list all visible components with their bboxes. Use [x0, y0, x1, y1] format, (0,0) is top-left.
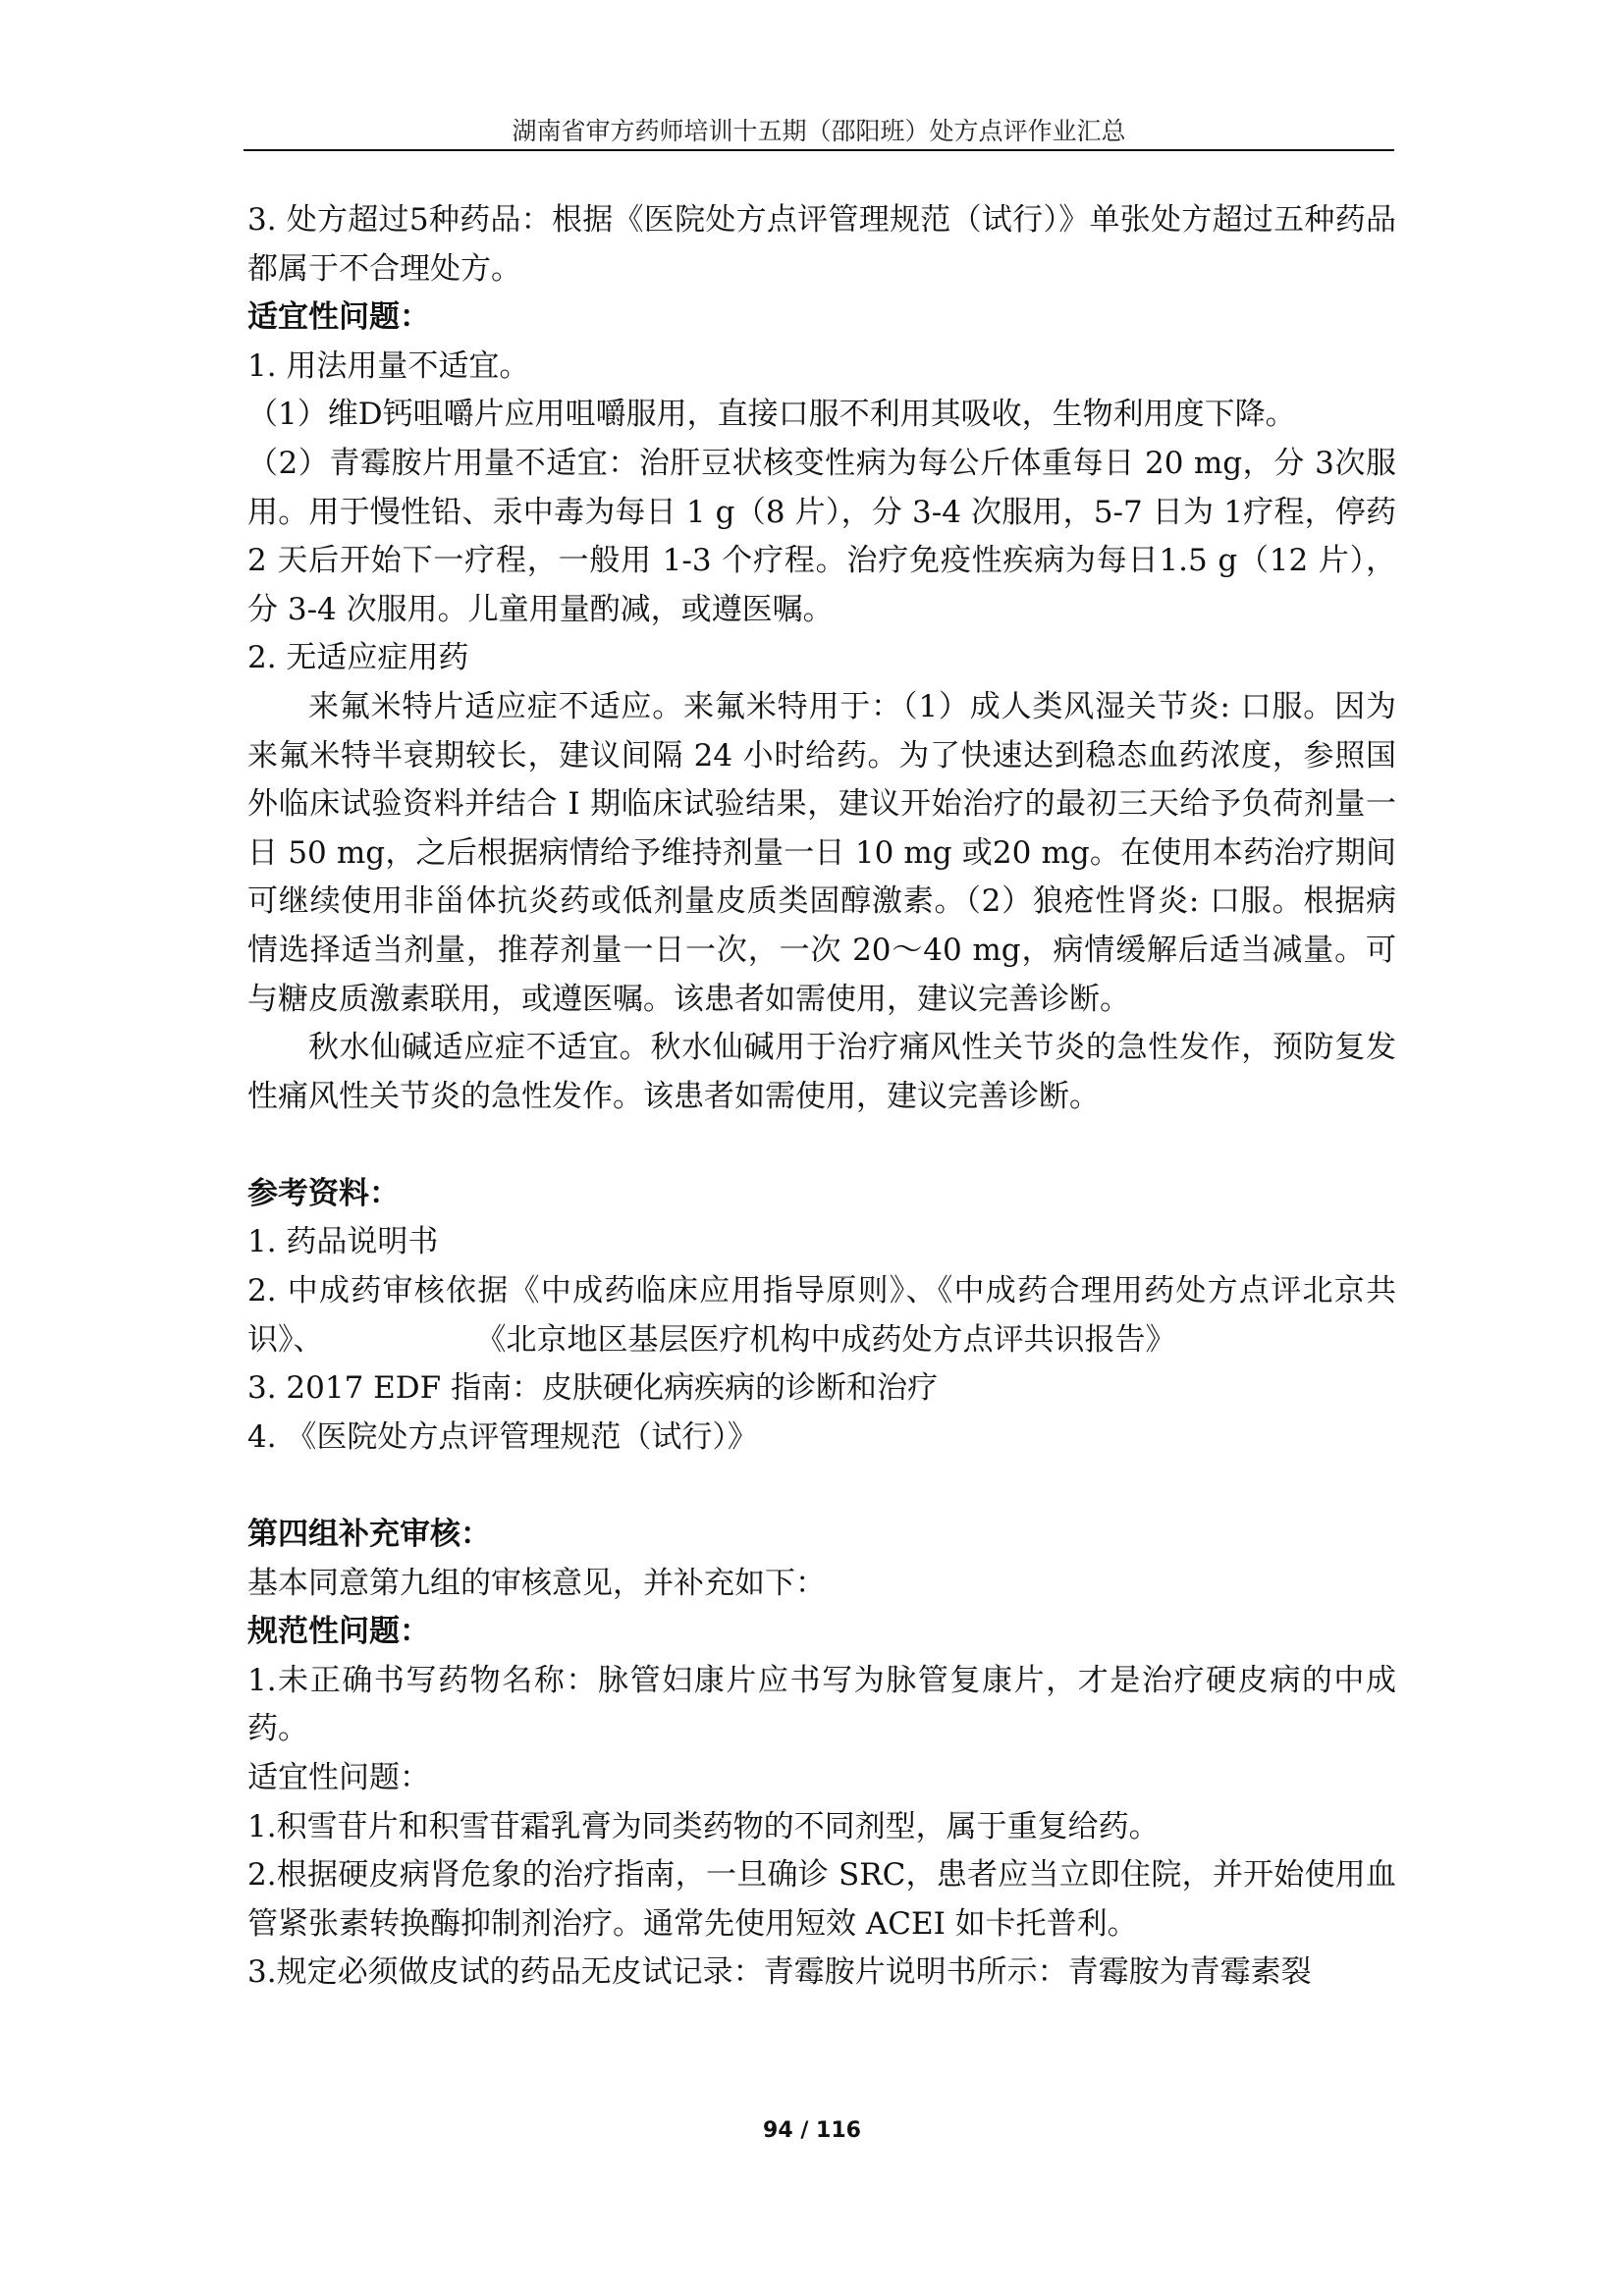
heading-normative-issues: 规范性问题：: [247, 1614, 430, 1650]
paragraph-over-five-drugs: 3. 处方超过5种药品：根据《医院处方点评管理规范（试行）》单张处方超过五种药品都属于不合理处方。: [247, 202, 1396, 287]
paragraph-suitability-2: 2.根据硬皮病肾危象的治疗指南，一旦确诊 SRC，患者应当立即住院，并开始使用血管紧张素转换酶抑制剂治疗。通常先使用短效 ACEI 如卡托普利。: [247, 1857, 1396, 1942]
reference-item: 3. 2017 EDF 指南：皮肤硬化病疾病的诊断和治疗: [247, 1370, 939, 1407]
paragraph-agreement: 基本同意第九组的审核意见，并补充如下：: [247, 1565, 826, 1601]
paragraph-no-indication-title: 2. 无适应症用药: [247, 640, 469, 676]
reference-item: 2. 中成药审核依据《中成药临床应用指导原则》、《中成药合理用药处方点评北京共识》、 《北京地区基层医疗机构中成药处方点评共识报告》: [247, 1273, 1396, 1358]
paragraph-dosage-penicillamine: （2）青霉胺片用量不适宜：治肝豆状核变性病为每公斤体重每日 20 mg，分 3次服用。用于慢性铅、汞中毒为每日 1 g（8 片），分 3-4 次服用，5-7 日为 1疗程，停药 2 天后开始下一疗程，一般用 1-3 个疗程。治疗免疫性疾病为每日1.5 g（12 片），分 3-4 次服用。儿童用量酌减，或遵医嘱。: [247, 445, 1396, 627]
reference-item: 1. 药品说明书: [247, 1224, 439, 1260]
reference-item: 4. 《医院处方点评管理规范（试行）》: [247, 1418, 758, 1455]
paragraph-suitability-3: 3.规定必须做皮试的药品无皮试记录：青霉胺片说明书所示：青霉胺为青霉素裂: [247, 1954, 1312, 1991]
paragraph-suitability-1: 1.积雪苷片和积雪苷霜乳膏为同类药物的不同剂型，属于重复给药。: [247, 1808, 1160, 1844]
document-body: [247, 196, 1396, 1998]
spacer: [247, 1121, 1396, 1170]
header-divider: [244, 149, 1394, 151]
heading-references: 参考资料：: [247, 1175, 400, 1211]
paragraph-normative-1: 1.未正确书写药物名称：脉管妇康片应书写为脉管复康片，才是治疗硬皮病的中成药。: [247, 1662, 1396, 1747]
page-number: 94 / 116: [763, 2118, 861, 2143]
heading-group-four-review: 第四组补充审核：: [247, 1517, 491, 1553]
label-suitability-issues: 适宜性问题：: [247, 1760, 430, 1795]
paragraph-dosage-title: 1. 用法用量不适宜。: [247, 347, 530, 384]
heading-suitability: 适宜性问题：: [247, 299, 430, 336]
paragraph-dosage-vitd: （1）维D钙咀嚼片应用咀嚼服用，直接口服不利用其吸收，生物利用度下降。: [247, 397, 1296, 433]
paragraph-colchicine: 秋水仙碱适应症不适宜。秋水仙碱用于治疗痛风性关节炎的急性发作，预防复发性痛风性关节炎的急性发作。该患者如需使用，建议完善诊断。: [247, 1030, 1396, 1114]
page-header-title: 湖南省审方药师培训十五期（邵阳班）处方点评作业汇总: [512, 117, 1126, 145]
spacer: [247, 1462, 1396, 1511]
paragraph-leflunomide: 来氟米特片适应症不适应。来氟米特用于：（1）成人类风湿关节炎: 口服。因为来氟米特半衰期较长，建议间隔 24 小时给药。为了快速达到稳态血药浓度，参照国外临床试验资料并结合 I 期临床试验结果，建议开始治疗的最初三天给予负荷剂量一日 50 mg，之后根据病情给予维持剂量一日 10 mg 或20 mg。在使用本药治疗期间可继续使用非甾体抗炎药或低剂量皮质类固醇激素。（2）狼疮性肾炎: 口服。根据病情选择适当剂量，推荐剂量一日一次，一次 20～40 mg，病情缓解后适当减量。可与糖皮质激素联用，或遵医嘱。该患者如需使用，建议完善诊断。: [247, 688, 1396, 1017]
